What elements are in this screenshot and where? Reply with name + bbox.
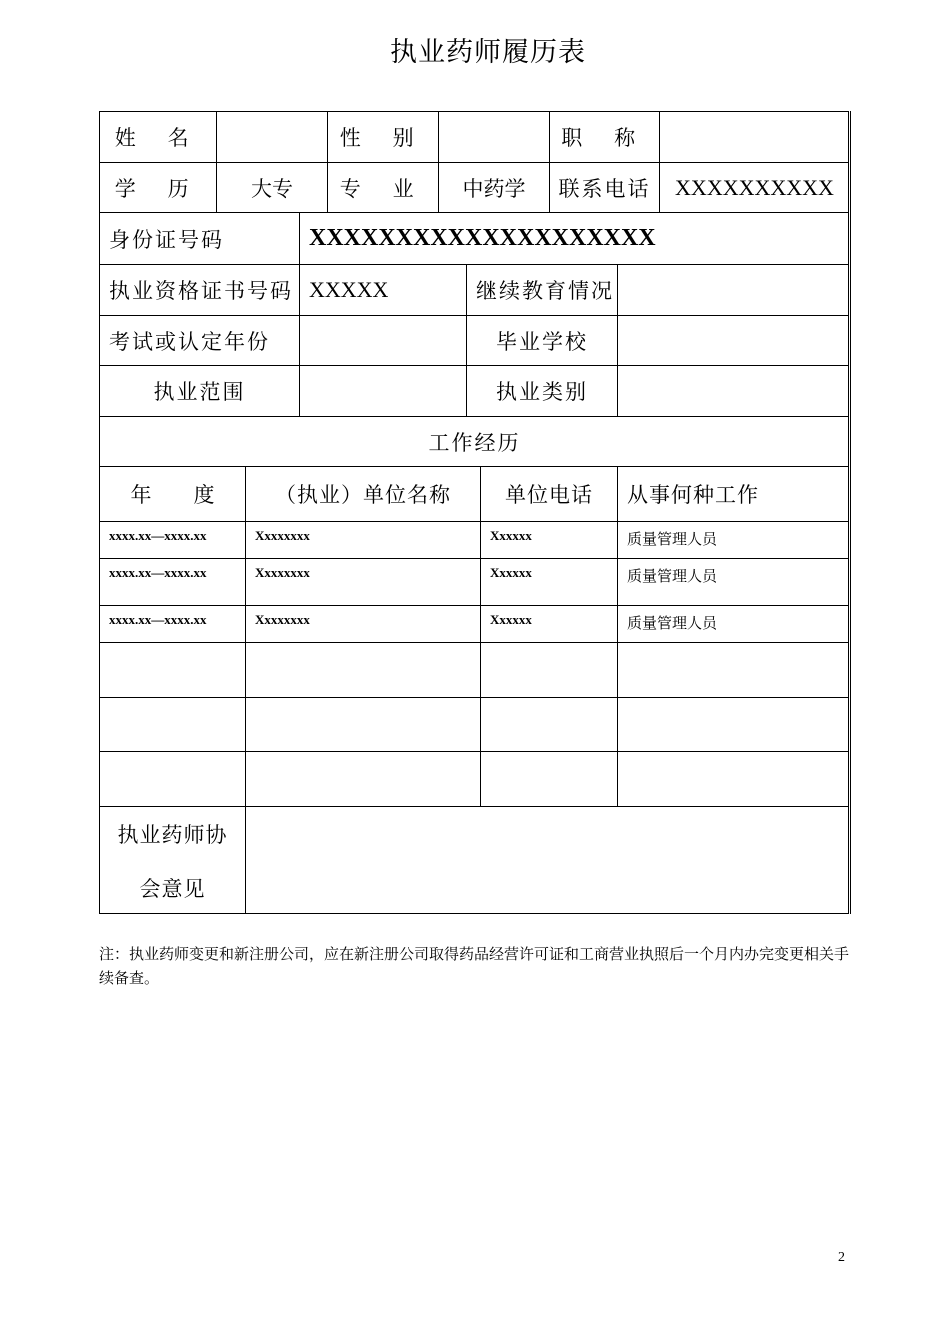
- category-label: 执业类别: [466, 365, 617, 416]
- table-right-border-outer: [850, 111, 851, 914]
- phone-label: 联系电话: [549, 162, 659, 212]
- certificate-number-label: 执业资格证书号码: [99, 264, 299, 315]
- gender-label: 性 别: [327, 111, 438, 162]
- table-row-4-phone[interactable]: [480, 642, 617, 697]
- table-right-border: [848, 111, 849, 914]
- continuing-education-field[interactable]: [617, 264, 849, 315]
- table-row-2-phone: Xxxxxx: [480, 558, 617, 605]
- education-label: 学 历: [99, 162, 216, 212]
- table-row-3-phone: Xxxxxx: [480, 605, 617, 642]
- work-history-title: 工作经历: [99, 416, 849, 466]
- table-row-6-phone[interactable]: [480, 751, 617, 806]
- continuing-education-label: 继续教育情况: [466, 264, 617, 315]
- school-field[interactable]: [617, 315, 849, 365]
- table-row-6-job[interactable]: [617, 751, 849, 806]
- school-label: 毕业学校: [466, 315, 617, 365]
- page-number: 2: [838, 1250, 845, 1265]
- id-number-field[interactable]: XXXXXXXXXXXXXXXXXXXX: [299, 212, 849, 264]
- table-row-5-phone[interactable]: [480, 697, 617, 751]
- table-row-5-employer[interactable]: [245, 697, 480, 751]
- table-row-6-employer[interactable]: [245, 751, 480, 806]
- title-field[interactable]: [659, 111, 849, 162]
- document-title: 执业药师履历表: [390, 37, 586, 68]
- table-row-6-period[interactable]: [99, 751, 245, 806]
- table-row-1-employer: Xxxxxxxx: [245, 521, 480, 558]
- table-row-1-phone: Xxxxxx: [480, 521, 617, 558]
- table-row-1-job: 质量管理人员: [617, 521, 849, 558]
- table-row-5-period[interactable]: [99, 697, 245, 751]
- table-row-2-period: xxxx.xx—xxxx.xx: [99, 558, 245, 605]
- table-row-2-job: 质量管理人员: [617, 558, 849, 605]
- major-label: 专 业: [327, 162, 438, 212]
- category-field[interactable]: [617, 365, 849, 416]
- table-bottom-border: [99, 913, 849, 914]
- certificate-number-field[interactable]: XXXXX: [299, 264, 466, 315]
- header-phone: 单位电话: [480, 466, 617, 521]
- name-field[interactable]: [216, 111, 327, 162]
- exam-year-field[interactable]: [299, 315, 466, 365]
- table-row-3-employer: Xxxxxxxx: [245, 605, 480, 642]
- phone-field[interactable]: XXXXXXXXXX: [659, 162, 849, 212]
- scope-field[interactable]: [299, 365, 466, 416]
- table-row-4-period[interactable]: [99, 642, 245, 697]
- education-field[interactable]: 大专: [216, 162, 327, 212]
- exam-year-label: 考试或认定年份: [99, 315, 299, 365]
- scope-label: 执业范围: [99, 365, 299, 416]
- association-opinion-label: [99, 806, 245, 914]
- association-label-line2: 会意见: [139, 876, 206, 901]
- header-employer: （执业）单位名称: [245, 466, 480, 521]
- association-opinion-field[interactable]: [245, 806, 849, 914]
- name-label: 姓 名: [99, 111, 216, 162]
- id-number-label: 身份证号码: [99, 212, 299, 264]
- major-field[interactable]: 中药学: [438, 162, 549, 212]
- table-row-2-employer: Xxxxxxxx: [245, 558, 480, 605]
- table-row-4-job[interactable]: [617, 642, 849, 697]
- title-label: 职 称: [549, 111, 659, 162]
- table-row-5-job[interactable]: [617, 697, 849, 751]
- gender-field[interactable]: [438, 111, 549, 162]
- association-label-line1: 执业药师协: [117, 822, 228, 847]
- table-row-1-period: xxxx.xx—xxxx.xx: [99, 521, 245, 558]
- footnote: 注：执业药师变更和新注册公司，应在新注册公司取得药品经营许可证和工商营业执照后一个月内办完变更相关手续备查。: [99, 945, 850, 987]
- table-row-4-employer[interactable]: [245, 642, 480, 697]
- header-job: 从事何种工作: [617, 466, 849, 521]
- table-row-3-job: 质量管理人员: [617, 605, 849, 642]
- table-row-3-period: xxxx.xx—xxxx.xx: [99, 605, 245, 642]
- header-year: 年 度: [99, 466, 245, 521]
